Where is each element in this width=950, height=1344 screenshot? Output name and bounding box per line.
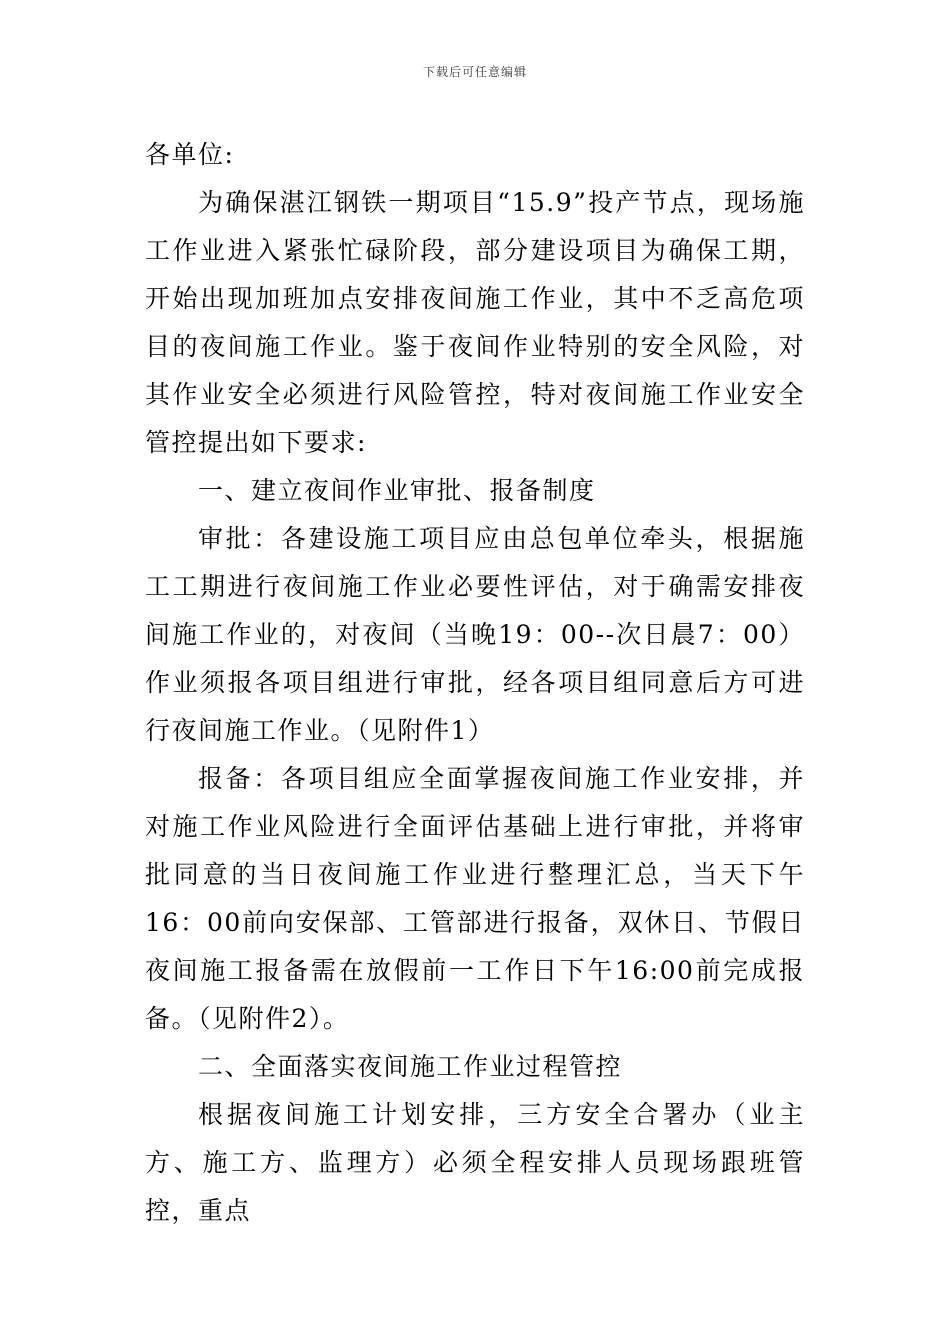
salutation: 各单位: [145,140,235,169]
paragraph-process-control: 根据夜间施工计划安排，三方安全合署办（业主方、施工方、监理方）必须全程安排人员现场跟班管控，重点 [145,1100,805,1225]
section-heading-1: 一、建立夜间作业审批、报备制度 [198,476,596,505]
section-heading-2: 二、全面落实夜间施工作业过程管控 [198,1052,623,1081]
paragraph-approval: 审批：各建设施工项目应由总包单位牵头，根据施工工期进行夜间施工作业必要性评估，对于确需安排夜间施工作业的，对夜间（当晚19：00--次日晨7：00）作业须报各项目组进行审批，经各项目组同意后方可进行夜间施工作业。（见附件1） [145,524,805,745]
document-body [145,131,805,1235]
paragraph-intro: 为确保湛江钢铁一期项目“15.9”投产节点，现场施工作业进入紧张忙碌阶段，部分建设项目为确保工期，开始出现加班加点安排夜间施工作业，其中不乏高危项目的夜间施工作业。鉴于夜间作业特别的安全风险，对其作业安全必须进行风险管控，特对夜间施工作业安全管控提出如下要求: [145,188,805,457]
page-header-note: 下载后可任意编辑 [422,65,527,79]
paragraph-filing: 报备：各项目组应全面掌握夜间施工作业安排，并对施工作业风险进行全面评估基础上进行审批，并将审批同意的当日夜间施工作业进行整理汇总，当天下午16：00前向安保部、工管部进行报备，双休日、节假日夜间施工报备需在放假前一工作日下午16:00前完成报备。（见附件2）。 [145,764,805,1033]
